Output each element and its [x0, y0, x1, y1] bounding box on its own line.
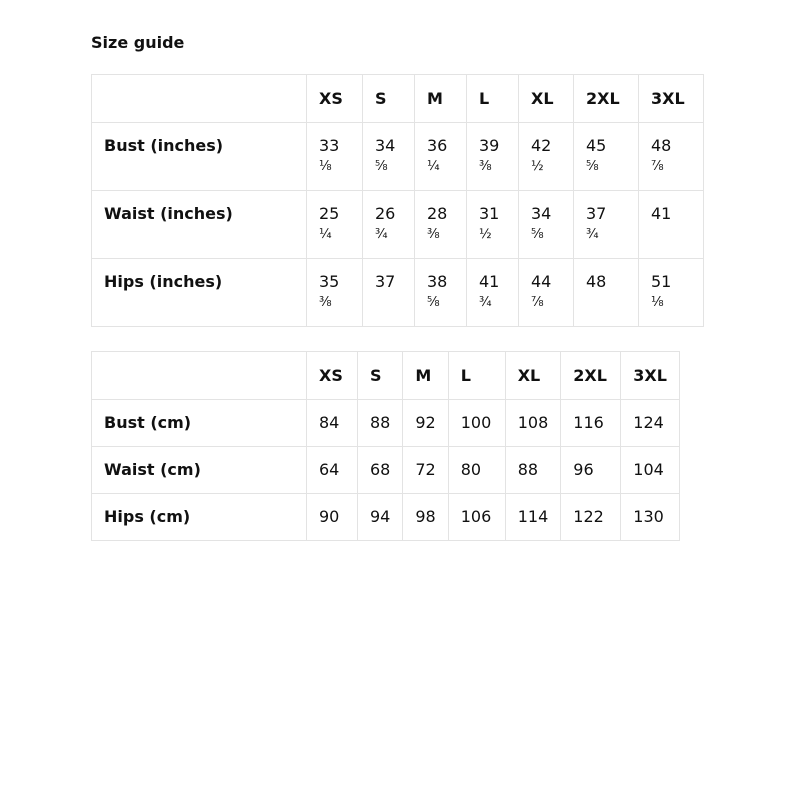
row-label: Waist (cm) [92, 447, 307, 494]
cell-whole: 48 [651, 136, 672, 155]
table-cell: 98 [403, 494, 448, 541]
header-cell-m: M [403, 352, 448, 400]
table-cell: 64 [307, 447, 358, 494]
cell-whole: 31 [479, 204, 500, 223]
row-label: Waist (inches) [92, 191, 307, 259]
table-cell: 88 [505, 447, 561, 494]
cell-fraction: ⅛ [651, 295, 664, 310]
table-cell [519, 123, 574, 191]
cell-whole: 51 [651, 272, 672, 291]
header-cell-xl: XL [505, 352, 561, 400]
table-row-bust-cm [92, 400, 680, 447]
table-cell [639, 123, 704, 191]
cell-whole: 36 [427, 136, 448, 155]
table-cell: 94 [358, 494, 403, 541]
table-cell [467, 123, 519, 191]
table-cell [307, 191, 363, 259]
table-cell [415, 259, 467, 327]
cell-fraction: ⅞ [651, 159, 664, 174]
table-cell: 122 [561, 494, 621, 541]
table-row-hips-cm [92, 494, 680, 541]
table-cell [363, 191, 415, 259]
table-cell [363, 123, 415, 191]
table-cell [307, 259, 363, 327]
table-cell [467, 191, 519, 259]
table-cell [639, 259, 704, 327]
cell-fraction: ⅝ [531, 227, 544, 242]
table-cell: 90 [307, 494, 358, 541]
cell-whole: 42 [531, 136, 552, 155]
size-table-inches [91, 74, 704, 327]
header-cell-xs: XS [307, 352, 358, 400]
table-header-row [92, 75, 704, 123]
cell-fraction: ⅜ [479, 159, 492, 174]
cell-fraction: ¼ [319, 227, 332, 242]
table-cell [574, 259, 639, 327]
header-cell-xs: XS [307, 75, 363, 123]
cell-fraction: ⅝ [586, 159, 599, 174]
cell-whole: 38 [427, 272, 448, 291]
table-cell: 72 [403, 447, 448, 494]
cell-whole: 37 [586, 204, 607, 223]
cell-fraction: ½ [479, 227, 492, 242]
table-cell [639, 191, 704, 259]
table-cell [574, 123, 639, 191]
table-cell [307, 123, 363, 191]
table-cell: 116 [561, 400, 621, 447]
table-cell: 80 [448, 447, 505, 494]
header-cell-2xl: 2XL [574, 75, 639, 123]
table-row-waist-inches [92, 191, 704, 259]
header-cell-l: L [448, 352, 505, 400]
header-cell-l: L [467, 75, 519, 123]
table-cell: 96 [561, 447, 621, 494]
table-cell [363, 259, 415, 327]
cell-whole: 41 [651, 204, 672, 223]
cell-whole: 26 [375, 204, 396, 223]
cell-fraction: ¼ [427, 159, 440, 174]
table-cell [574, 191, 639, 259]
cell-whole: 25 [319, 204, 340, 223]
cell-fraction: ¾ [479, 295, 492, 310]
cell-whole: 41 [479, 272, 500, 291]
cell-whole: 44 [531, 272, 552, 291]
cell-fraction: ⅝ [427, 295, 440, 310]
cell-fraction: ⅝ [375, 159, 388, 174]
header-cell-m: M [415, 75, 467, 123]
cell-whole: 37 [375, 272, 396, 291]
table-cell [415, 191, 467, 259]
cell-fraction: ½ [531, 159, 544, 174]
header-cell-xl: XL [519, 75, 574, 123]
table-row-bust-inches [92, 123, 704, 191]
table-cell [519, 259, 574, 327]
cell-fraction: ⅜ [319, 295, 332, 310]
table-cell [519, 191, 574, 259]
table-cell: 124 [621, 400, 680, 447]
row-label: Bust (inches) [92, 123, 307, 191]
cell-fraction: ¾ [375, 227, 388, 242]
table-row-waist-cm [92, 447, 680, 494]
table-cell: 130 [621, 494, 680, 541]
table-cell: 108 [505, 400, 561, 447]
cell-whole: 33 [319, 136, 340, 155]
header-cell-s: S [363, 75, 415, 123]
table-cell: 106 [448, 494, 505, 541]
header-cell-s: S [358, 352, 403, 400]
cell-whole: 35 [319, 272, 340, 291]
table-cell: 68 [358, 447, 403, 494]
table-cell [415, 123, 467, 191]
cell-whole: 34 [531, 204, 552, 223]
row-label: Hips (cm) [92, 494, 307, 541]
table-cell: 84 [307, 400, 358, 447]
header-cell-3xl: 3XL [639, 75, 704, 123]
cell-fraction: ⅞ [531, 295, 544, 310]
table-row-hips-inches [92, 259, 704, 327]
header-cell-2xl: 2XL [561, 352, 621, 400]
table-cell: 114 [505, 494, 561, 541]
table-header-row [92, 352, 680, 400]
row-label: Bust (cm) [92, 400, 307, 447]
table-cell: 92 [403, 400, 448, 447]
size-table-cm [91, 351, 680, 541]
page-title: Size guide [91, 33, 185, 52]
table-cell [467, 259, 519, 327]
cell-whole: 34 [375, 136, 396, 155]
row-label: Hips (inches) [92, 259, 307, 327]
cell-whole: 48 [586, 272, 607, 291]
cell-whole: 45 [586, 136, 607, 155]
cell-whole: 39 [479, 136, 500, 155]
cell-fraction: ⅛ [319, 159, 332, 174]
table-cell: 104 [621, 447, 680, 494]
cell-fraction: ¾ [586, 227, 599, 242]
cell-fraction: ⅜ [427, 227, 440, 242]
table-cell: 88 [358, 400, 403, 447]
header-cell-empty [92, 75, 307, 123]
cell-whole: 28 [427, 204, 448, 223]
header-cell-3xl: 3XL [621, 352, 680, 400]
table-cell: 100 [448, 400, 505, 447]
header-cell-empty [92, 352, 307, 400]
